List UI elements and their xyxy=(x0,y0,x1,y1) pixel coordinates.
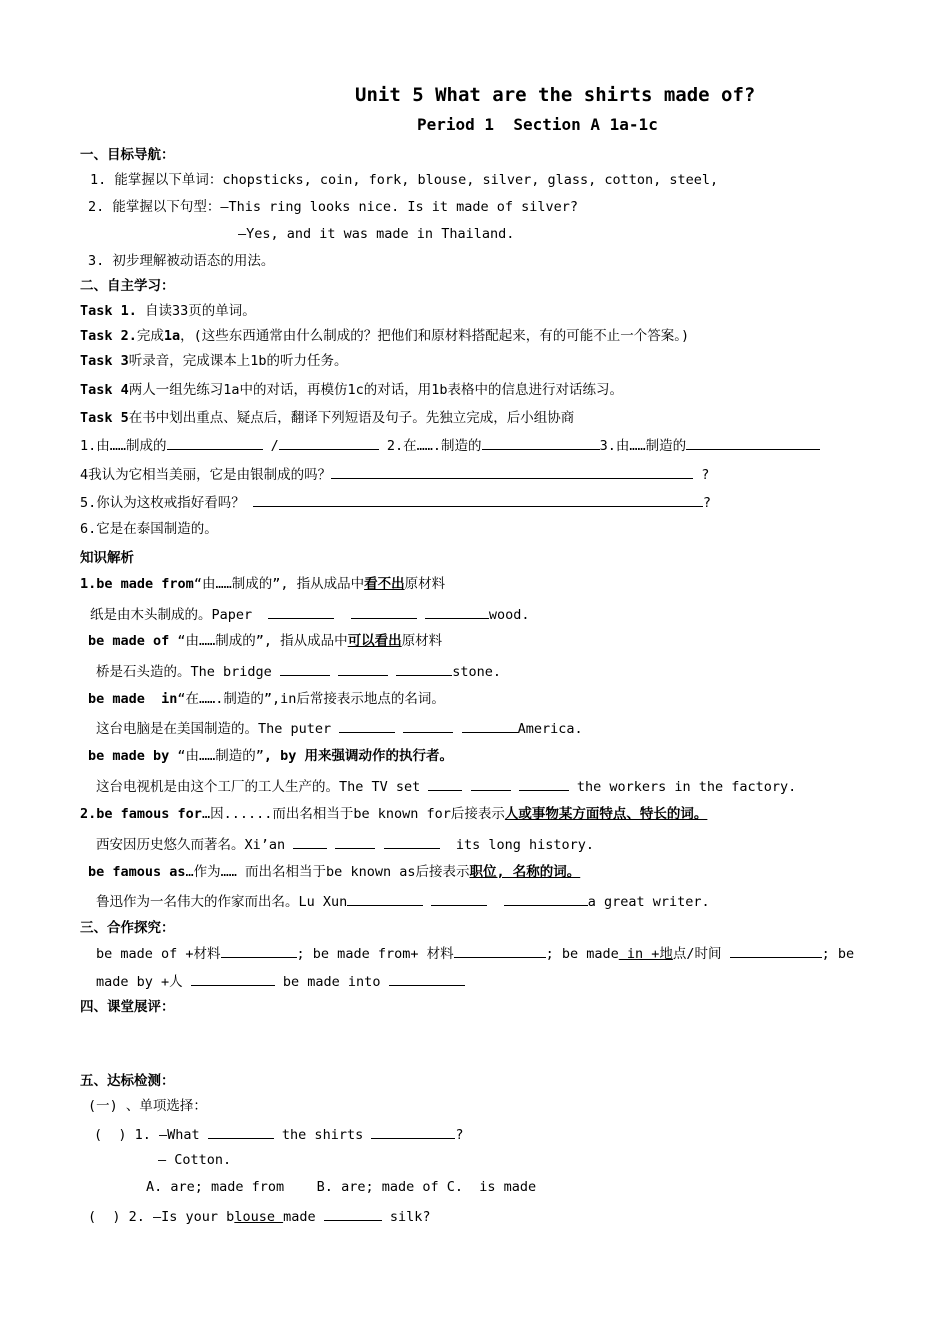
single-choice-heading: (一) 、单项选择： xyxy=(88,1098,207,1114)
made-by-example-end: the workers in the factory. xyxy=(568,779,797,795)
question-1-text-b: the shirts xyxy=(273,1127,372,1143)
made-by-blank-3[interactable] xyxy=(519,776,569,791)
famous-for-pre: …因......而出名相当于be known for后接表示 xyxy=(201,806,505,822)
task-2-text: ，(这些东西通常由什么制成的？把他们和原材料搭配起来，有的可能不止一个答案。) xyxy=(180,328,690,344)
made-from-key: 看不出 xyxy=(364,576,405,592)
question-2-text-c: silk? xyxy=(381,1209,431,1225)
famous-as-pre: …作为…… 而出名相当于be known as后接表示 xyxy=(185,864,470,880)
made-from-blank-1[interactable] xyxy=(268,604,334,619)
question-2-underlined: louse xyxy=(234,1209,284,1225)
made-in-blank-1[interactable] xyxy=(339,718,395,733)
made-in-text: “在…….制造的”,in后常接表示地点的名词。 xyxy=(177,691,445,707)
made-of-example-end: stone. xyxy=(452,664,501,680)
made-from-blank-2[interactable] xyxy=(351,604,417,619)
sentence-4-text: 4我认为它相当美丽，它是由银制成的吗？ xyxy=(80,467,332,483)
question-1 xyxy=(94,1124,463,1144)
sentence-4-end: ? xyxy=(693,467,710,483)
summary-be: ; be xyxy=(821,946,855,962)
goal-2: 2. 能掌握以下句型：—This ring looks nice. Is it made of silver? xyxy=(88,199,579,215)
famous-as-example-text: 鲁迅作为一名伟大的作家而出名。Lu Xun xyxy=(96,894,348,910)
famous-for-phrase: be famous for xyxy=(96,806,202,822)
famous-for-blank-1[interactable] xyxy=(293,834,327,849)
question-1-options: A. are; made from B. are; made of C. is made xyxy=(146,1179,537,1195)
section-4-heading: 四、课堂展评： xyxy=(80,999,175,1015)
made-in-phrase: be made in xyxy=(88,691,178,707)
question-2-blank[interactable] xyxy=(324,1206,382,1221)
sentence-5-text: 5.你认为这枚戒指好看吗？ xyxy=(80,495,253,511)
task-1-label: Task 1. xyxy=(80,303,137,319)
question-1-text-a: ( ) 1. —What xyxy=(94,1127,208,1143)
made-of-pre: “由……制成的”, 指从成品中 xyxy=(169,633,348,649)
famous-as-blank-3[interactable] xyxy=(504,891,588,906)
made-of-blank-3[interactable] xyxy=(396,661,452,676)
made-from-pre: “由……制成的”, 指从成品中 xyxy=(193,576,365,592)
made-by-blank-1[interactable] xyxy=(428,776,462,791)
section-3-heading: 三、合作探究： xyxy=(80,920,175,936)
phrase-1-blank-b[interactable] xyxy=(279,435,379,450)
task-5 xyxy=(80,409,574,427)
sentence-5-blank[interactable] xyxy=(253,492,703,507)
made-of-phrase: be made of xyxy=(88,633,170,649)
phrase-2-blank[interactable] xyxy=(482,435,600,450)
task-2-mid: 完成 xyxy=(136,328,164,344)
question-1-answer: — Cotton. xyxy=(158,1152,232,1168)
task-5-text: 在书中划出重点、疑点后，翻译下列短语及句子。先独立完成，后小组协商 xyxy=(128,410,575,426)
section-1-heading: 一、目标导航： xyxy=(80,147,175,163)
question-2-text-b: made xyxy=(283,1209,324,1225)
summary-made-into: be made into xyxy=(274,974,389,990)
task-1 xyxy=(80,302,256,320)
goal-3: 3. 初步理解被动语态的用法。 xyxy=(88,253,275,269)
made-of-key: 可以看出 xyxy=(347,633,402,649)
summary-made-of: be made of +材料 xyxy=(96,946,221,962)
made-in-rule xyxy=(88,690,445,708)
made-from-rule xyxy=(80,575,445,593)
made-in-example-end: America. xyxy=(517,721,583,737)
sentence-5 xyxy=(80,492,711,512)
famous-for-example-end: its long history. xyxy=(439,837,594,853)
made-of-example xyxy=(96,661,501,681)
question-2-text-a: ( ) 2. —Is your b xyxy=(88,1209,235,1225)
made-of-blank-2[interactable] xyxy=(338,661,388,676)
knowledge-heading: 知识解析 xyxy=(80,550,134,566)
task-3-label: Task 3 xyxy=(80,353,129,369)
famous-for-blank-2[interactable] xyxy=(335,834,375,849)
made-from-phrase: be made from xyxy=(96,576,194,592)
famous-for-blank-3[interactable] xyxy=(384,834,440,849)
sentence-4 xyxy=(80,464,709,484)
made-in-example-text: 这台电脑是在美国制造的。The puter xyxy=(96,721,340,737)
summary-made-in: ; be made xyxy=(545,946,619,962)
famous-as-example xyxy=(96,891,710,911)
made-from-example xyxy=(90,604,529,624)
phrase-line xyxy=(80,435,820,455)
page-title: Unit 5 What are the shirts made of? xyxy=(355,84,756,106)
summary-made-in-time: 点/时间 xyxy=(672,946,730,962)
made-by-text: “由……制造的” xyxy=(169,748,264,764)
goal-2-answer: —Yes, and it was made in Thailand. xyxy=(238,226,515,242)
made-by-rule xyxy=(88,747,453,765)
question-1-blank-1[interactable] xyxy=(208,1124,274,1139)
made-of-blank-1[interactable] xyxy=(280,661,330,676)
summary-made-by-blank[interactable] xyxy=(191,971,275,986)
phrase-3: 3.由……制造的 xyxy=(599,438,687,454)
made-by-example-text: 这台电视机是由这个工厂的工人生产的。The TV set xyxy=(96,779,429,795)
famous-for-key: 人或事物某方面特点、特长的词。 xyxy=(504,806,708,822)
made-by-phrase: be made by xyxy=(88,748,170,764)
task-4 xyxy=(80,381,623,399)
famous-as-example-end: a great writer. xyxy=(587,894,710,910)
made-in-blank-3[interactable] xyxy=(462,718,518,733)
made-in-example xyxy=(96,718,583,738)
sentence-6: 6.它是在泰国制造的。 xyxy=(80,521,218,537)
question-1-text-c: ? xyxy=(455,1127,464,1143)
famous-for-num: 2. xyxy=(80,806,97,822)
section-5-heading: 五、达标检测： xyxy=(80,1073,175,1089)
page-subtitle: Period 1 Section A 1a-1c xyxy=(417,115,658,134)
famous-as-blank-1[interactable] xyxy=(347,891,423,906)
summary-made-from: ; be made from+ 材料 xyxy=(296,946,454,962)
made-from-num: 1. xyxy=(80,576,97,592)
summary-made-by: made by +人 xyxy=(96,974,191,990)
task-1-text: 自读33页的单词。 xyxy=(136,303,256,319)
task-2-label: Task 2. xyxy=(80,328,137,344)
made-from-post: 原材料 xyxy=(404,576,446,592)
phrase-3-blank[interactable] xyxy=(686,435,820,450)
task-2 xyxy=(80,327,689,345)
task-5-label: Task 5 xyxy=(80,410,129,426)
phrase-2: 2.在…….制造的 xyxy=(378,438,482,454)
summary-made-into-blank[interactable] xyxy=(389,971,465,986)
task-3 xyxy=(80,352,348,370)
made-of-rule xyxy=(88,632,442,650)
famous-as-phrase: be famous as xyxy=(88,864,186,880)
sentence-5-end: ? xyxy=(702,495,712,511)
made-by-example xyxy=(96,776,796,796)
famous-for-rule xyxy=(80,805,707,823)
task-3-text: 听录音，完成课本上1b的听力任务。 xyxy=(128,353,348,369)
summary-made-from-blank[interactable] xyxy=(454,943,546,958)
made-of-example-text: 桥是石头造的。The bridge xyxy=(96,664,280,680)
famous-as-rule xyxy=(88,863,580,881)
summary-line-1 xyxy=(96,943,854,963)
made-by-blank-2[interactable] xyxy=(471,776,511,791)
task-4-label: Task 4 xyxy=(80,382,129,398)
famous-as-key: 职位, 名称的词。 xyxy=(469,864,581,880)
famous-as-blank-2[interactable] xyxy=(431,891,487,906)
question-2 xyxy=(88,1206,431,1226)
question-1-blank-2[interactable] xyxy=(371,1124,455,1139)
made-from-blank-3[interactable] xyxy=(425,604,489,619)
task-2-bold: 1a xyxy=(163,328,181,344)
made-in-blank-2[interactable] xyxy=(403,718,453,733)
made-from-example-text: 纸是由木头制成的。Paper xyxy=(90,607,253,623)
famous-for-example-text: 西安因历史悠久而著名。Xi’an xyxy=(96,837,294,853)
task-4-text: 两人一组先练习1a中的对话，再模仿1c的对话，用1b表格中的信息进行对话练习。 xyxy=(128,382,624,398)
made-from-example-end: wood. xyxy=(488,607,530,623)
section-2-heading: 二、自主学习： xyxy=(80,278,175,294)
made-by-note: , by 用来强调动作的执行者。 xyxy=(263,748,454,764)
summary-line-2 xyxy=(96,971,465,991)
goal-1: 1. 能掌握以下单词：chopsticks, coin, fork, blouse, silver, glass, cotton, steel, xyxy=(90,172,719,188)
phrase-1-blank-a[interactable] xyxy=(167,435,263,450)
made-of-post: 原材料 xyxy=(401,633,443,649)
phrase-1: 1.由……制成的 xyxy=(80,438,167,454)
phrase-1-sep: / xyxy=(262,438,279,454)
famous-for-example xyxy=(96,834,594,854)
sentence-4-blank[interactable] xyxy=(331,464,693,479)
summary-made-of-blank[interactable] xyxy=(221,943,297,958)
summary-made-in-place: in +地 xyxy=(618,946,673,962)
summary-made-in-blank[interactable] xyxy=(730,943,822,958)
